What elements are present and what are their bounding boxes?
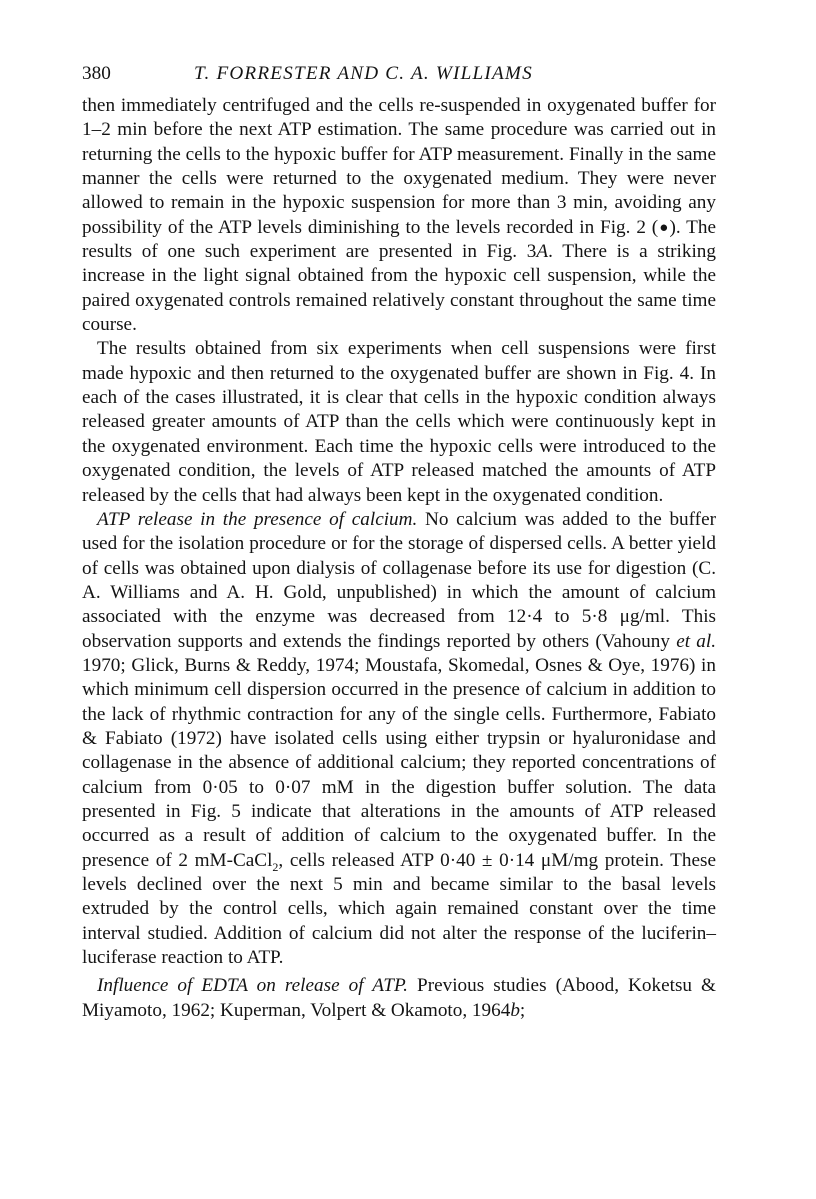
text-span: , cells released ATP 0·40 ± 0·14 μM/mg protein. These levels declined over the next 5 min and became similar to the basal levels extruded by the control cells, which again remained constant over the time interval studied. Addition of calcium did not alter the response of the luciferin–luciferase reaction to ATP.	[82, 849, 716, 969]
running-head-authors: T. FORRESTER AND C. A. WILLIAMS	[194, 63, 533, 84]
page-number: 380	[82, 63, 111, 84]
section-heading-calcium: ATP release in the presence of calcium.	[97, 508, 418, 530]
paragraph-3	[82, 508, 716, 971]
paragraph-4	[82, 974, 716, 1023]
text-span: ). The results of one such experiment are presented in Fig. 3	[82, 216, 716, 263]
paragraph-1	[82, 94, 716, 337]
reference-letter: b	[510, 999, 520, 1021]
running-header	[82, 62, 716, 92]
text-span: 1970; Glick, Burns & Reddy, 1974; Moustafa, Skomedal, Osnes & Oye, 1976) in which minimum cell dispersion occurred in the presence of calcium in addition to the lack of rhythmic contraction for any of the single cells. Furthermore, Fabiato & Fabiato (1972) have isolated cells using either trypsin or hyaluronidase and collagenase in the absence of additional calcium; they reported concentrations of calcium from 0·05 to 0·07 mM in the digestion buffer solution. The data presented in Fig. 5 indicate that alterations in the amounts of ATP released occurred as a result of addition of calcium to the oxygenated buffer. In the presence of 2 mM-CaCl	[82, 654, 716, 871]
page	[82, 62, 716, 1023]
text-span: No calcium was added to the buffer used for the isolation procedure or for the storage of dispersed cells. A better yield of cells was obtained upon dialysis of collagenase before its use for digestion (C. A. Williams and A. H. Gold, unpublished) in which the amount of calcium associated with the enzyme was decreased from 12·4 to 5·8 μg/ml. This observation supports and extends the findings reported by others (Vahouny	[82, 508, 716, 652]
text-span: . There is a striking increase in the light signal obtained from the hypoxic cell suspension, while the paired oxygenated controls remained relatively constant throughout the same time course.	[82, 241, 716, 336]
paragraph-2: The results obtained from six experiments when cell suspensions were first made hypoxic and then returned to the oxygenated buffer are shown in Fig. 4. In each of the cases illustrated, it is clear that cells in the hypoxic condition always released greater amounts of ATP than the cells which were continuously kept in the oxygenated environment. Each time the hypoxic cells were introduced to the oxygenated condition, the levels of ATP released matched the amounts of ATP released by the cells that had always been kept in the oxygenated condition.	[82, 338, 716, 506]
text-span: Previous studies (Abood, Koketsu & Miyamoto, 1962; Kuperman, Volpert & Okamoto, 1964	[82, 975, 716, 1021]
subscript: 2	[272, 859, 279, 874]
text-span: then immediately centrifuged and the cells re-suspended in oxygenated buffer for 1–2 min before the next ATP estimation. The same procedure was carried out in returning the cells to the hypoxic buffer for ATP measurement. Finally in the same manner the cells were returned to the oxygenated medium. They were never allowed to remain in the hypoxic suspension for more than 3 min, avoiding any possibility of the ATP levels diminishing to the levels recorded in Fig. 2 (	[82, 95, 716, 238]
text-span: ;	[519, 999, 526, 1021]
et-al: et al.	[676, 630, 716, 652]
section-heading-edta: Influence of EDTA on release of ATP.	[97, 975, 408, 997]
filled-circle-symbol: ●	[658, 219, 670, 236]
figure-letter: A	[536, 241, 549, 263]
